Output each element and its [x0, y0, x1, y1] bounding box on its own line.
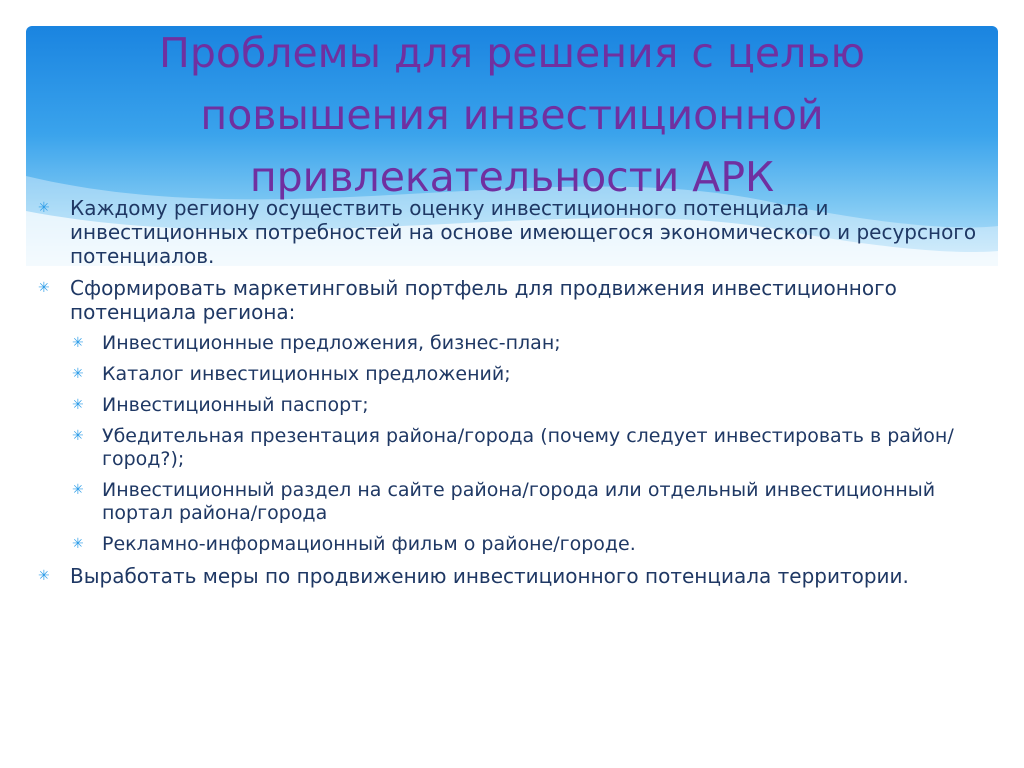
sub-list-item [38, 332, 978, 355]
list-item-text: Рекламно-информационный фильм о районе/городе. [102, 533, 636, 555]
list-item-text: Каждому региону осуществить оценку инвестиционного потенциала и инвестиционных потребностей на основе имеющегося экономического и ресурсного потенциалов. [70, 196, 977, 268]
asterisk-icon: ✳ [72, 536, 84, 552]
list-item-text: Каталог инвестиционных предложений; [102, 363, 511, 385]
bullet-list [38, 196, 978, 596]
asterisk-icon: ✳ [72, 482, 84, 498]
sub-list-item [38, 363, 978, 386]
asterisk-icon: ✳ [38, 280, 50, 296]
asterisk-icon: ✳ [72, 335, 84, 351]
sub-list-item [38, 425, 978, 471]
slide-title: Проблемы для решения с целью повышения инвестиционной привлекательности АРК [159, 29, 865, 201]
list-item [38, 564, 978, 588]
sub-list-item [38, 533, 978, 556]
list-item-text: Инвестиционный паспорт; [102, 394, 369, 416]
sub-list-item [38, 479, 978, 525]
asterisk-icon: ✳ [38, 200, 50, 216]
asterisk-icon: ✳ [72, 366, 84, 382]
asterisk-icon: ✳ [72, 397, 84, 413]
list-item-text: Инвестиционный раздел на сайте района/города или отдельный инвестиционный портал района/города [102, 479, 936, 524]
list-item-text: Инвестиционные предложения, бизнес-план; [102, 332, 561, 354]
asterisk-icon: ✳ [38, 568, 50, 584]
list-item-text: Убедительная презентация района/города (почему следует инвестировать в район/город?); [102, 425, 954, 470]
list-item [38, 196, 978, 268]
asterisk-icon: ✳ [72, 428, 84, 444]
list-item-text: Сформировать маркетинговый портфель для продвижения инвестиционного потенциала региона: [70, 276, 897, 324]
sub-list-item [38, 394, 978, 417]
list-item [38, 276, 978, 324]
list-item-text: Выработать меры по продвижению инвестиционного потенциала территории. [70, 564, 909, 588]
